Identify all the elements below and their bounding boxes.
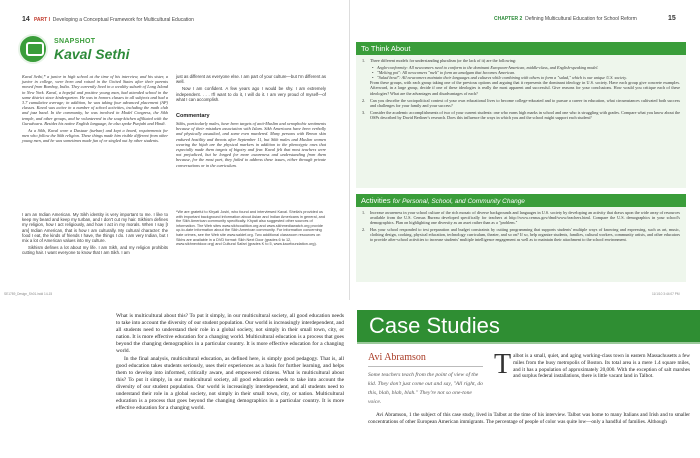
case-studies-banner: Case Studies [357, 310, 700, 342]
intro-paragraph: Kaval Sethi,* a junior in high school at the time of his interview, and his sister, a junior in college, were born and raised in the United States after their parents moved from Bombay, India. They currently lived in a wealthy suburb of Long Island in New York. Kaval, a hopeful and positive young man, had attended school in the same district since kindergarten. He was in honors classes in all subjects and had a 3.7 cumulative average; in addition, he was taking four advanced placement (AP) classes. Kaval was active in a number of school activities, including the math club and jazz band. In the community, he was involved in Model Congress, the Sikh temple, and other groups, and he volunteered in the soup-kitchen affiliated with the Gurudwara. Besides his native English language, he also spoke Punjabi and Hindi. [22, 74, 168, 126]
activities-list [362, 210, 680, 245]
case-study-pull-quote: Some teachers teach from the point of view of the kid. They don't just come out and say, "All right, do this, blah, blah, blah." They're not so one-tone voice. [368, 372, 483, 405]
activities-title: Activities [361, 196, 391, 205]
body-paragraph: Avi Abramson, 1 the subject of this case study, lived in Talbot at the time of his interview. Talbot was home to many Italians and Irish and to smaller concentrations of other European American immigrants. The percentage of people of color was quite low—only a handful of families. Although [368, 412, 690, 425]
think-about-list [362, 58, 680, 122]
snapshot-label: SNAPSHOT [54, 38, 96, 45]
snapshot-name: Kaval Sethi [54, 46, 130, 62]
bottom-left-text [116, 313, 344, 412]
snapshot-footnote: *We are grateful to Khyati Joshi, who found and interviewed Kaval. Sheila's provided us with important background information about Asian and Indian Americans in general, and the Sikh American community specifically. Khyati also suggested other sources of information. The Web sites www.sikhcoalition.org and www.sikhmediawatch.org provide up-to-date information about the Sikh American community. For information concerning hate crimes, see the Web site www.saldef.org. Two additional classroom resources on Sikhs are available in a DVD format: Sikh Next Door (grades 6 to 12, www.sikhnextdoor.org) and Cultural Safari (grades K to 5, www.kaurfoundation.org). [176, 210, 326, 247]
drop-cap: T [494, 349, 512, 380]
spread-gutter [349, 0, 350, 300]
commentary-heading: Commentary [176, 113, 210, 119]
think-about-title: To Think About [361, 44, 411, 53]
snapshot-intro [22, 74, 168, 146]
commentary-text: Sikhs, particularly males, have been targets of anti-Muslim and xenophobic sentiments because of their mistaken association with Islam. Sikh Americans have been verbally and physically assaulted, and some even murdered. Many persons with Brown skin endured hostility and threats after September 11, but Sikh males and Muslim women wearing the hijab are the physical markers in addition to the phenotypic ones that especially made them targets of bigotry and fear. Kaval felt that most teachers were not prejudiced, but he longed for more awareness and understanding from them because, for the most part, they failed to address these issues, either through private conversations or in the curriculum. [176, 121, 326, 168]
list-item: 2. Can you describe the sociopolitical context of your own educational lives to become college-educated and to pursue a career in education, what circumstances cultivated both success and challenges for your family and your success? [362, 97, 680, 108]
body-paragraph: Talbot is a small, quiet, and aging working-class town in eastern Massachusetts a few miles from the busy metropolis of Boston. Its total area is a mere 1.4 square miles, and it has a population of approximately 20,000. With the exception of salt marshes and surplus federal installations, there is little vacant land in Talbot. [494, 349, 690, 380]
case-study-intro [494, 349, 690, 380]
list-bullet: • "Salad bowl": All newcomers maintain their languages and cultures while combining with others to form a "salad," which is our unique U.S. society. [372, 75, 627, 81]
intro-paragraph: As a Sikh, Kaval wore a Dastaar (turban) and kept a beard, requirements for men who follow the Sikh religion. These things made him visible different from other young men, and he was sometimes made fun of or singled out by other students. [22, 128, 168, 144]
left-running-header [22, 16, 194, 23]
quote-paragraph: I am an Indian American. My Sikh identity is very important to me. I like to keep my beard and keep my turban, and I don't cut my hair. Sikhism defines my religion, how I act religiously, and how I act in my morals. When I say [I am] Indian American, that is how I am culturally. My cultural character: the food I eat, the kinds of friends I have, the things I do. I am very Indian, but I mix a lot of American values into my culture. [22, 212, 168, 244]
left-page-number: 14 [22, 16, 30, 23]
part-title: Developing a Conceptual Framework for Multicultural Education [52, 17, 194, 23]
think-note: From these groups, with each group taking one of the previous options and arguing that it represents the dominant ideology in U.S. society. Have each group give concrete examples. Afterward, in a large group, decide if one of these ideologies is really the most apparent and successful. Give reasons for your conclusions. How would you critique each of these ideologies? What are the advantages and disadvantages of each? [370, 80, 680, 96]
kaval-quote [22, 212, 168, 258]
chapter-label: CHAPTER 2 [494, 16, 523, 22]
list-item: 1. Increase awareness in your school culture of the rich mosaic of diverse backgrounds and languages in U.S. society by developing an activity that draws upon the wide array of resources available from the U.S. Census Bureau developed specifically for teachers at http://www.census.gov/dmd/www/teachers.html. Compare the U.S. demographics in your school's demographics. Plan on highlighting one diversity as an asset rather than as a "problem." [362, 210, 680, 226]
name-divider [368, 366, 483, 367]
list-bullet: • Anglo-conformity: All newcomers need to conform to the dominant European-American, middle-class, and English-speaking model. [372, 65, 599, 71]
body-paragraph: In the final analysis, multicultural education, as defined here, is simply good pedagogy. That is, all good education takes students seriously, uses their experiences as a basis for further learning, and helps them to develop into informed, critically aware, and empowered citizens. What is multicultural about this? To put it simply, in our multicultural society, all good education needs to take into account the diversity of our student population. Our world is increasingly interdependent, and all students need to understand their role in a global society, not simply in their small town, city, or nation. Multicultural education is a process that goes beyond the changing demographics in a particular country. It is more effective education for a changing world. [116, 355, 344, 412]
case-study-body [368, 412, 690, 426]
right-running-header [494, 16, 637, 22]
list-item: 2. Has your school responded to test preparation and budget constraints by cutting programming that supports students' multiple ways of knowing and expressing, such as art, music, clothing design, cooking, physical education, technology curriculum, theater, and so on? If so, help organize students, families, cultural workers, community artists, and other educators to provide after-school activities to increase students' multiple intelligence engagement as well as to maintain their attachment to the school environment. [362, 227, 680, 243]
list-item: 1. Three different models for understanding pluralism (or the lack of it) are the following: [362, 58, 517, 63]
think-about-heading [356, 42, 686, 55]
right-page-number: 15 [668, 15, 676, 22]
body-paragraph: What is multicultural about this? To put it simply, in our multicultural society, all good education needs to take into account the diversity of our student population. Our world is increasingly interdependent, and all students need to understand their role in a global society, not simply in their small town, city, or nation. It is more effective education for a changing world. Multicultural education is a process that goes beyond the changing demographics in a particular country. It is more effective education for a changing world. [116, 313, 344, 355]
quote-continued: just as different as everyone else. I am part of your culture—but I'm different as well. [176, 74, 326, 85]
case-study-name: Avi Abramson [368, 352, 426, 363]
activities-subtitle: for Personal, School, and Community Change [392, 198, 525, 205]
quote-paragraph: Sikhism defines a lot about my life. I am Sikh, and my religion prohibits cutting hair. I want everyone to know that I am Sikh. I am [22, 245, 168, 256]
snapshot-column-two [176, 74, 326, 104]
camera-icon [18, 34, 48, 64]
activities-heading [356, 194, 686, 207]
list-bullet: • "Melting pot": All newcomers "melt" to form an amalgam that becomes American. [372, 70, 516, 76]
print-slug-left: SE1789_Design_Sh01.indd 14-15 [4, 292, 53, 296]
part-label: PART I [33, 17, 50, 23]
print-slug-right: 11/1/10 3:44:07 PM [652, 292, 680, 296]
chapter-title: Defining Multicultural Education for School Reform [525, 16, 637, 22]
list-item: 3. Consider the academic accomplishments of two of your current students: one who earns high marks in school and one who is struggling with grades. Compare what you know about the OSPs described by David Berliner's research. Does this influence the ways in which you and the school might support each student? [362, 109, 680, 120]
quote-continued-2: Now I am confident. A few years ago I would be shy. I am extremely independent. . . . I'll want to do it, I will do it. I am very proud of myself—of what I can accomplish. [176, 86, 326, 102]
case-studies-rule [357, 342, 700, 344]
